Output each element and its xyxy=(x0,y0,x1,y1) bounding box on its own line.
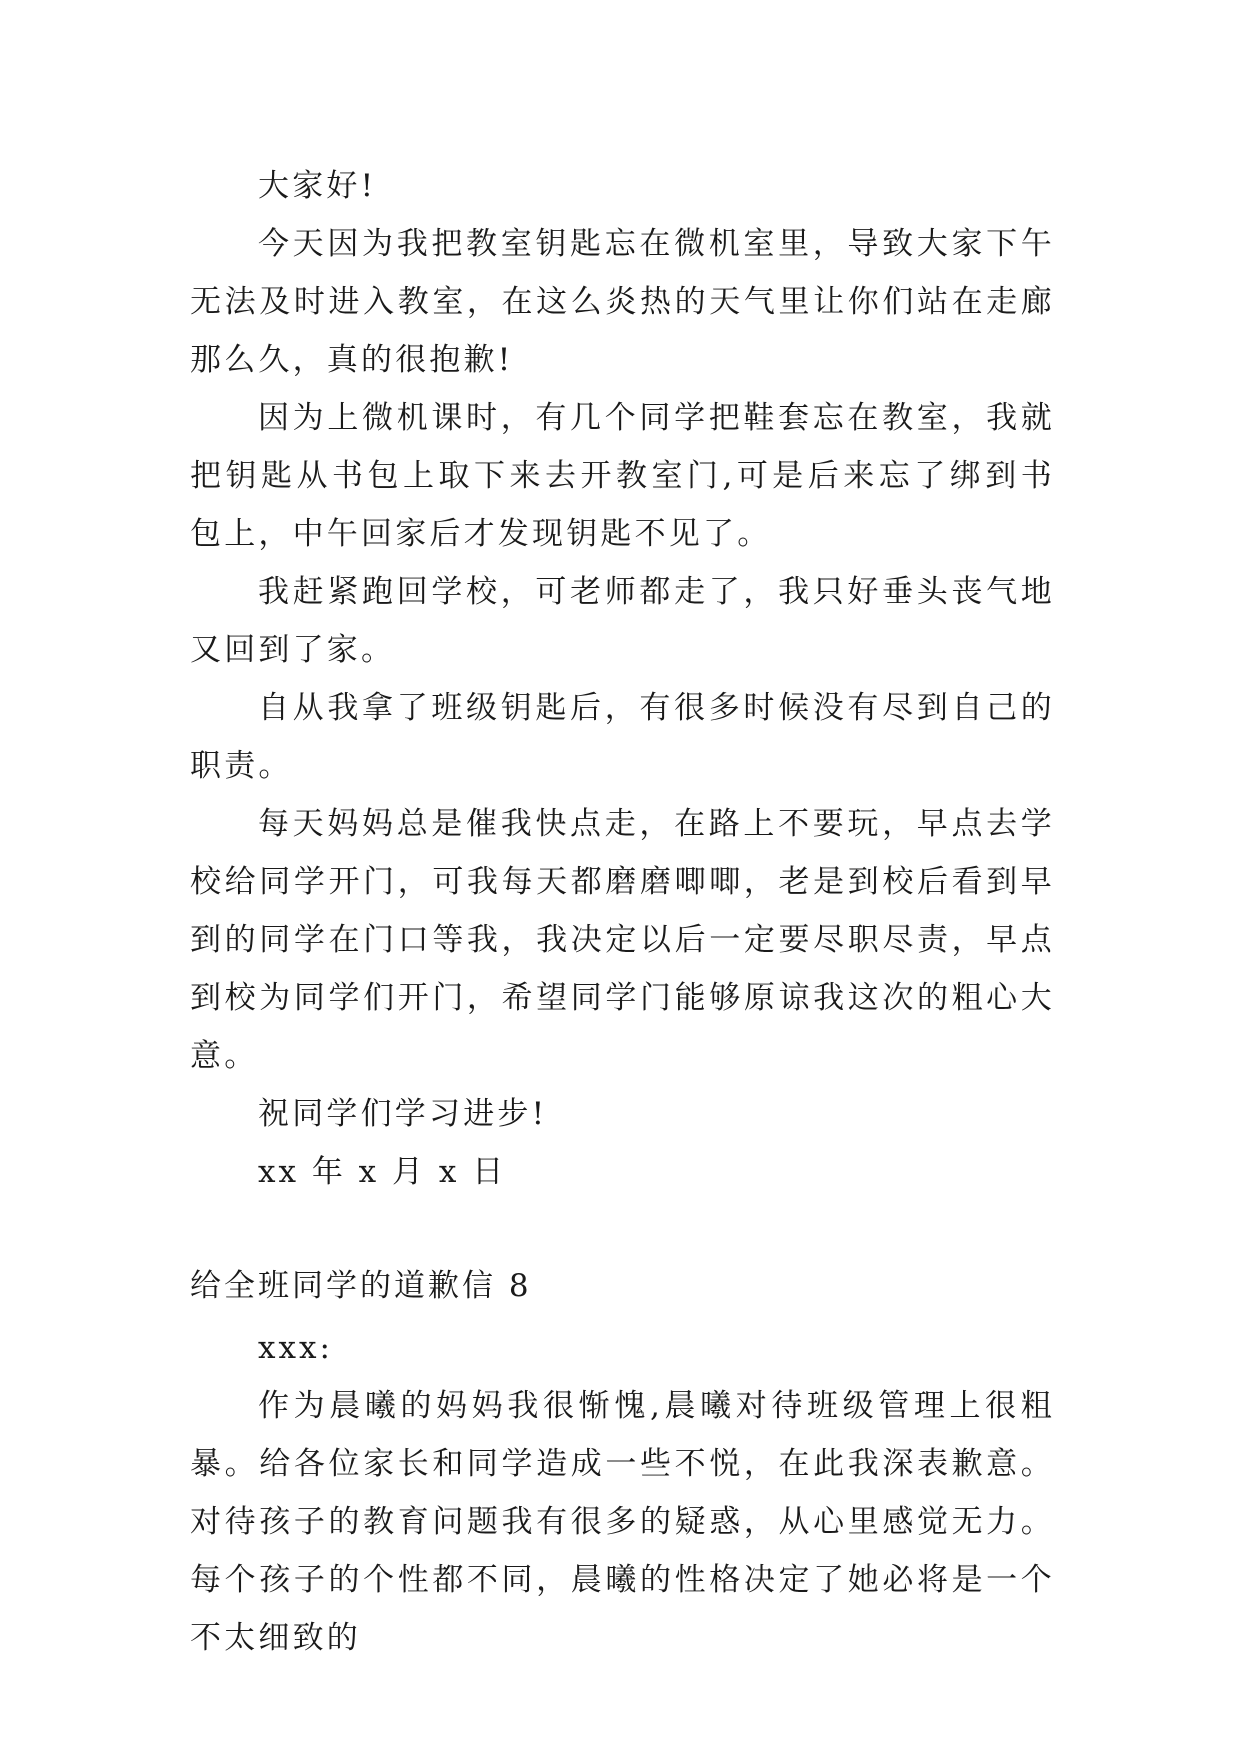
letter-paragraph: 因为上微机课时，有几个同学把鞋套忘在教室，我就把钥匙从书包上取下来去开教室门,可是后来忘了绑到书包上，中午回家后才发现钥匙不见了。 xyxy=(190,400,1055,552)
document-body xyxy=(190,157,1055,1667)
letter-date: xx 年 x 月 x 日 xyxy=(258,1154,507,1190)
letter-greeting: 大家好! xyxy=(258,168,377,204)
letter-paragraph: 每天妈妈总是催我快点走，在路上不要玩，早点去学校给同学开门，可我每天都磨磨唧唧，老是到校后看到早到的同学在门口等我，我决定以后一定要尽职尽责，早点到校为同学们开门，希望同学门能够原谅我这次的粗心大意。 xyxy=(190,806,1055,1074)
letter-paragraph: 作为晨曦的妈妈我很惭愧,晨曦对待班级管理上很粗暴。给各位家长和同学造成一些不悦，在此我深表歉意。对待孩子的教育问题我有很多的疑惑，从心里感觉无力。每个孩子的个性都不同，晨曦的性格决定了她必将是一个不太细致的 xyxy=(190,1388,1055,1656)
letter-salutation: xxx: xyxy=(258,1330,333,1366)
letter-paragraph: 自从我拿了班级钥匙后，有很多时候没有尽到自己的职责。 xyxy=(190,690,1055,784)
letter-paragraph: 今天因为我把教室钥匙忘在微机室里，导致大家下午无法及时进入教室，在这么炎热的天气里让你们站在走廊那么久，真的很抱歉! xyxy=(190,226,1055,378)
section-title: 给全班同学的道歉信 8 xyxy=(190,1268,532,1304)
letter-paragraph: 我赶紧跑回学校，可老师都走了，我只好垂头丧气地又回到了家。 xyxy=(190,574,1055,668)
letter-closing: 祝同学们学习进步! xyxy=(258,1096,548,1132)
